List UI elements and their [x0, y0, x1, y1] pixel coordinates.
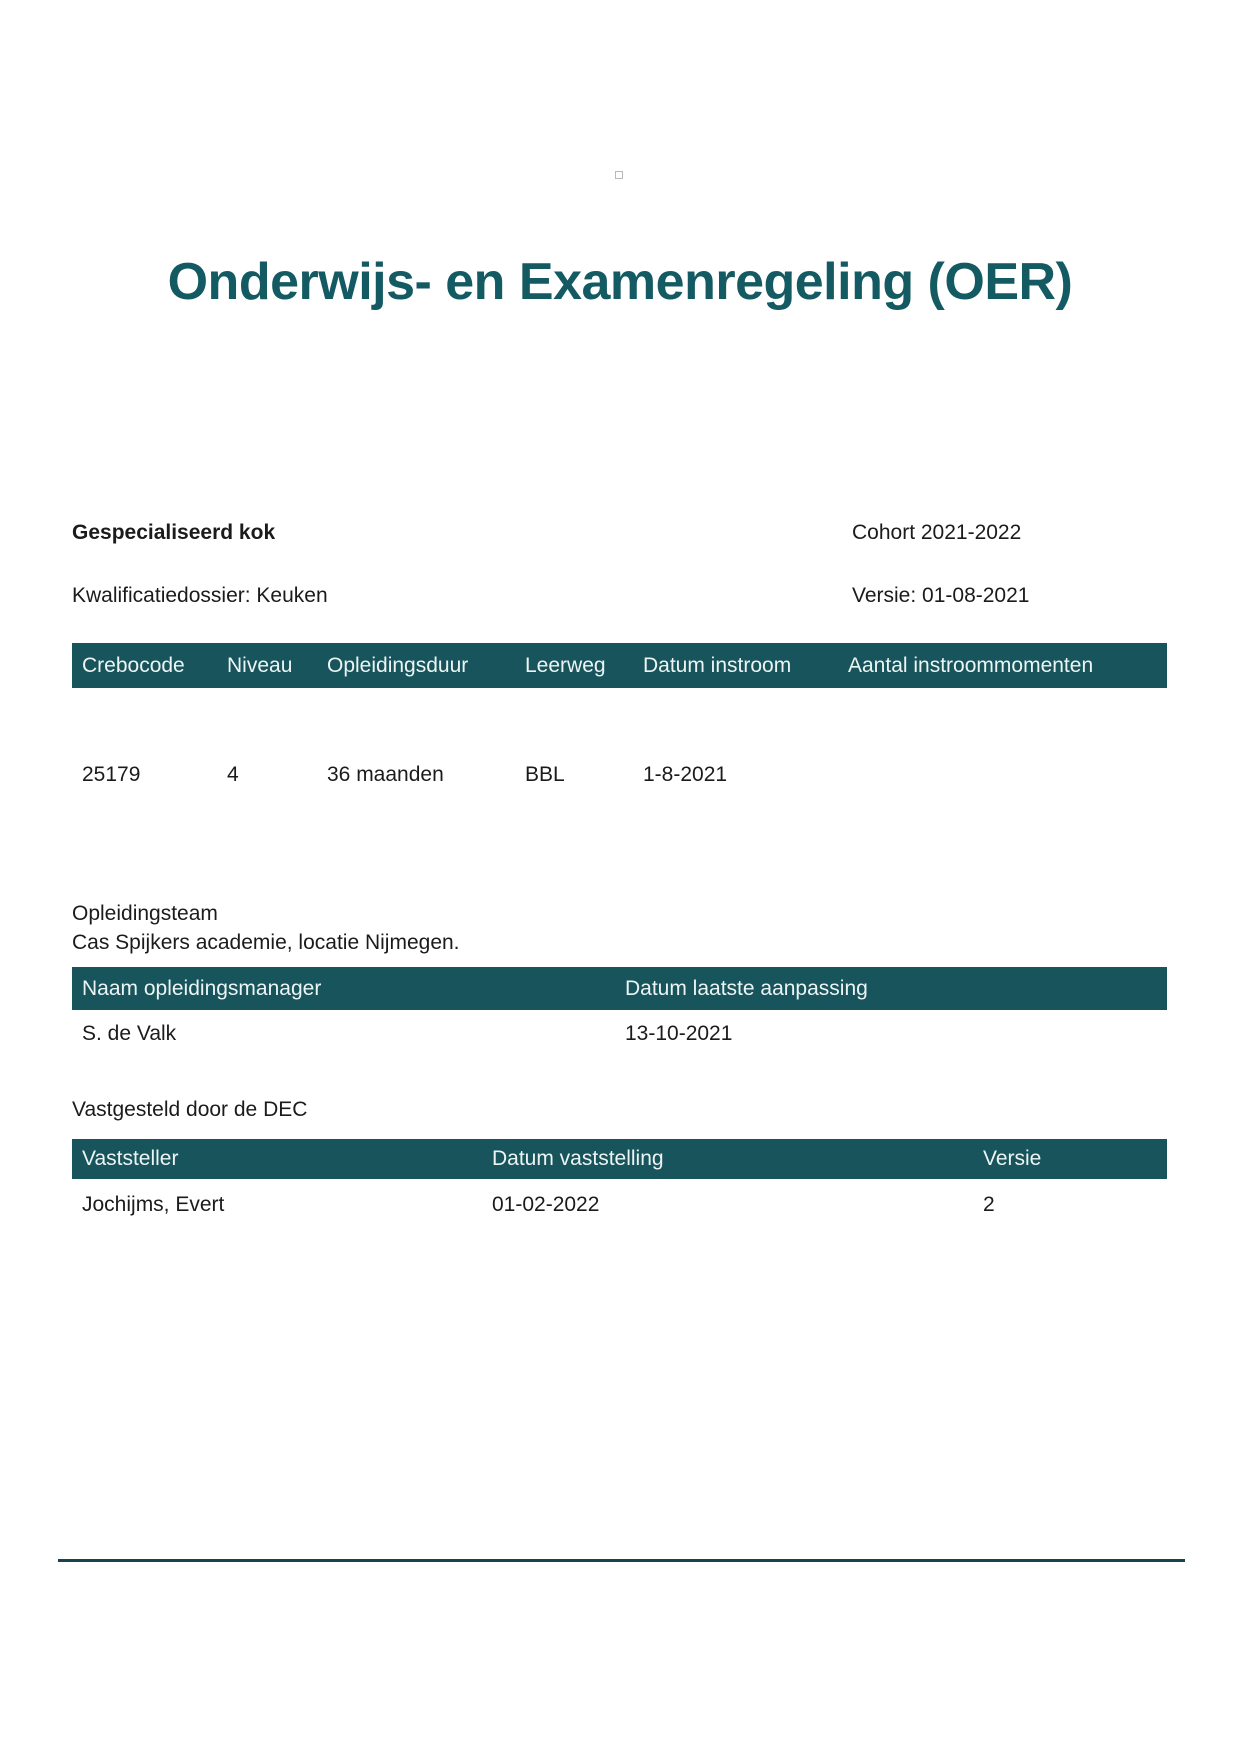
col-header-opleidingsduur: Opleidingsduur — [327, 654, 469, 677]
cohort-label: Cohort 2021-2022 — [852, 521, 1022, 544]
section-heading-opleidingsteam: Opleidingsteam — [72, 902, 218, 925]
cell-manager-name: S. de Valk — [82, 1022, 177, 1045]
col-header-datum-laatste-aanpassing: Datum laatste aanpassing — [625, 977, 868, 1000]
col-header-naam-opleidingsmanager: Naam opleidingsmanager — [82, 977, 322, 1000]
manager-table-header-row — [72, 967, 1167, 1010]
cell-approval-date: 01-02-2022 — [492, 1193, 600, 1216]
cell-approver-name: Jochijms, Evert — [82, 1193, 225, 1216]
qualification-label: Kwalificatiedossier: Keuken — [72, 584, 328, 607]
cell-version-number: 2 — [983, 1193, 995, 1216]
col-header-crebocode: Crebocode — [82, 654, 185, 677]
col-header-leerweg: Leerweg — [525, 654, 606, 677]
col-header-datum-instroom: Datum instroom — [643, 654, 792, 677]
cell-crebocode: 25179 — [82, 763, 141, 786]
col-header-niveau: Niveau — [227, 654, 293, 677]
col-header-versie: Versie — [983, 1147, 1042, 1170]
section-heading-vastgesteld-dec: Vastgesteld door de DEC — [72, 1098, 308, 1121]
document-title: Onderwijs- en Examenregeling (OER) — [167, 253, 1073, 311]
cell-niveau: 4 — [227, 763, 239, 786]
program-table-header-row — [72, 643, 1167, 688]
col-header-vaststeller: Vaststeller — [82, 1147, 179, 1170]
footer-divider — [58, 1559, 1185, 1562]
version-label: Versie: 01-08-2021 — [852, 584, 1030, 607]
col-header-datum-vaststelling: Datum vaststelling — [492, 1147, 664, 1170]
col-header-aantal-instroommomenten: Aantal instroommomenten — [848, 654, 1094, 677]
program-name-label: Gespecialiseerd kok — [72, 521, 276, 544]
cell-leerweg: BBL — [525, 763, 565, 786]
cell-datum-instroom: 1-8-2021 — [643, 763, 728, 786]
missing-image-placeholder-icon — [615, 171, 623, 179]
section-subheading-team-location: Cas Spijkers academie, locatie Nijmegen. — [72, 931, 460, 954]
approval-table-header-row — [72, 1139, 1167, 1179]
cell-opleidingsduur: 36 maanden — [327, 763, 444, 786]
cell-last-modified-date: 13-10-2021 — [625, 1022, 733, 1045]
